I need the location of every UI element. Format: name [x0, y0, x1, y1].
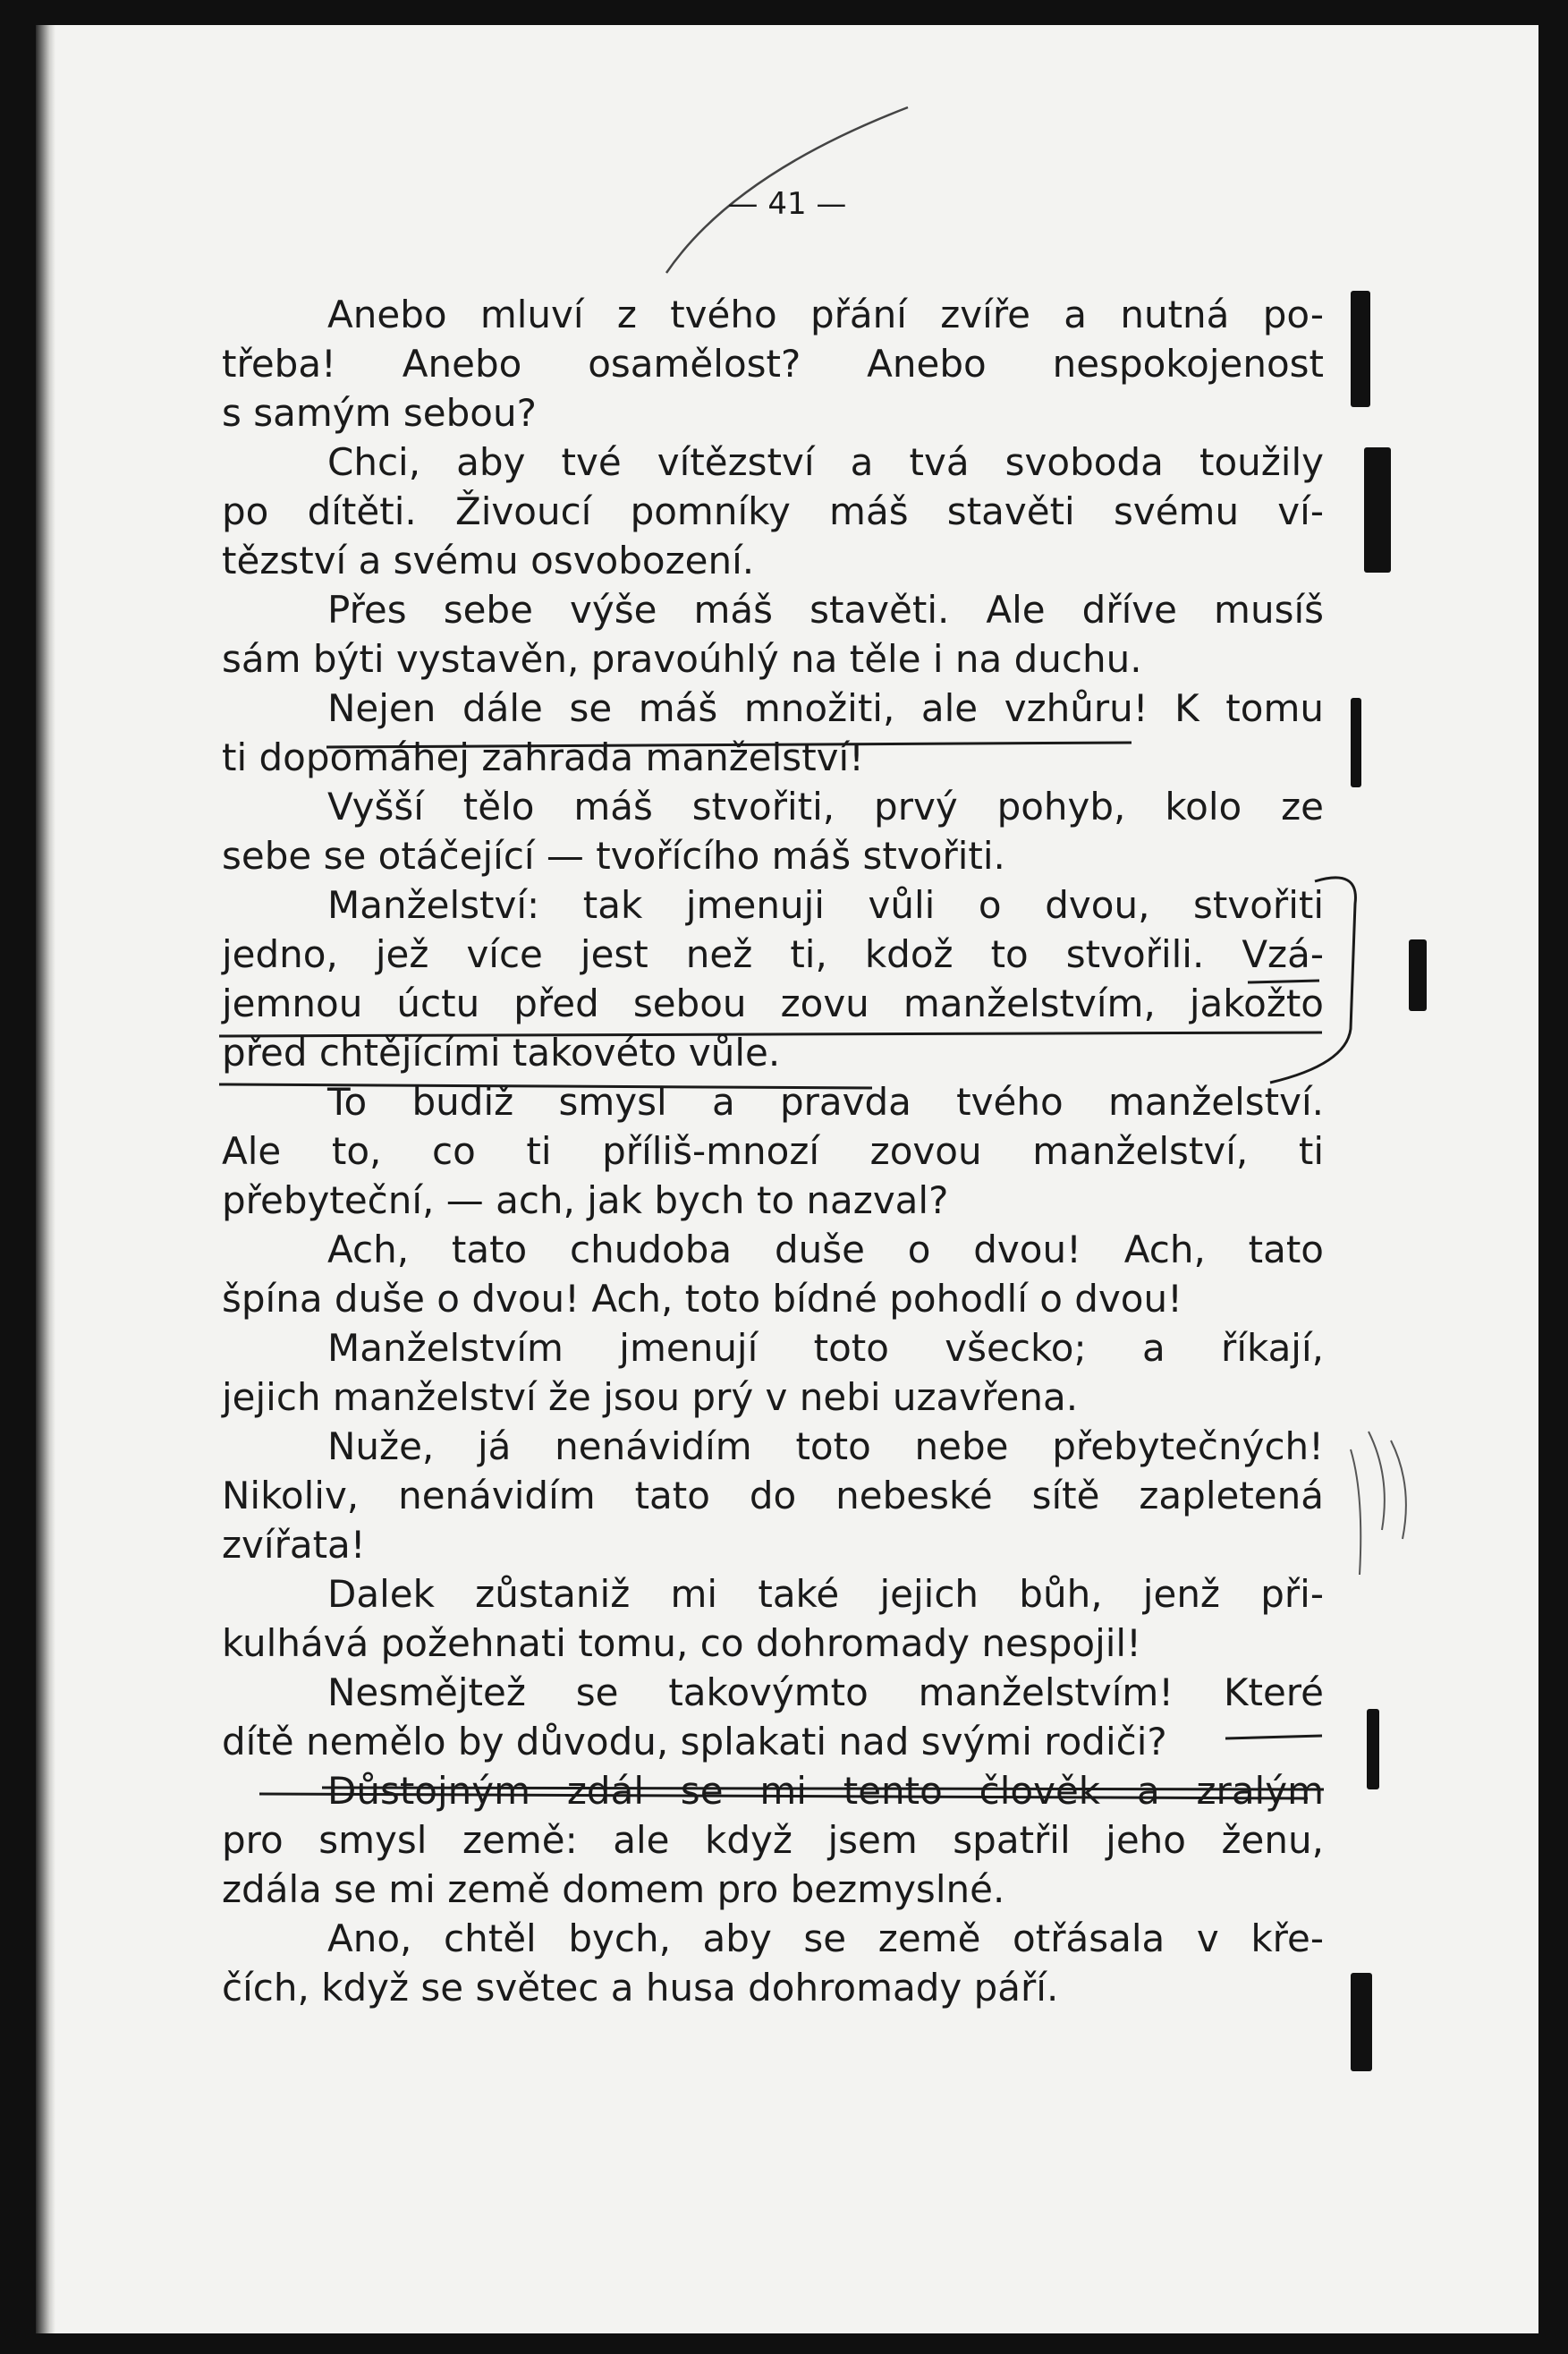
text-line: jedno, jež více jest než ti, kdož to stvořili. Vzá- — [222, 932, 1324, 976]
text-line: jemnou úctu před sebou zovu manželstvím, jakožto — [222, 982, 1324, 1025]
margin-ink-mark — [1367, 1709, 1379, 1789]
margin-ink-mark — [1351, 1973, 1372, 2071]
text-line: Ach, tato chudoba duše o dvou! Ach, tato — [327, 1228, 1324, 1271]
text-line: Manželství: tak jmenuji vůli o dvou, stvořiti — [327, 883, 1324, 927]
text-line: Nesmějtež se takovýmto manželstvím! Které — [327, 1670, 1324, 1714]
text-line: Manželstvím jmenují toto všecko; a říkají, — [327, 1326, 1324, 1370]
margin-ink-mark — [1351, 698, 1361, 787]
text-line: Důstojným zdál se mi tento člověk a zralým — [327, 1769, 1324, 1813]
text-line: Ale to, co ti příliš-mnozí zovou manželství, ti — [222, 1129, 1324, 1173]
text-line: sebe se otáčející — tvořícího máš stvořiti. — [222, 834, 1005, 878]
text-line: Anebo mluví z tvého přání zvíře a nutná po- — [327, 293, 1324, 336]
text-line: Dalek zůstaniž mi také jejich bůh, jenž při- — [327, 1572, 1324, 1616]
text-line: Přes sebe výše máš stavěti. Ale dříve musíš — [327, 588, 1324, 632]
text-line: Chci, aby tvé vítězství a tvá svoboda toužily — [327, 440, 1324, 484]
text-line: Nejen dále se máš množiti, ale vzhůru! K tomu — [327, 686, 1324, 730]
margin-ink-mark — [1351, 291, 1370, 407]
text-line: čích, když se světec a husa dohromady páří. — [222, 1966, 1059, 2010]
text-line: dítě nemělo by důvodu, splakati nad svými rodiči? — [222, 1720, 1167, 1763]
text-line: špína duše o dvou! Ach, toto bídné pohodlí o dvou! — [222, 1277, 1182, 1321]
text-line: jejich manželství že jsou prý v nebi uzavřena. — [222, 1375, 1079, 1419]
text-line: To budiž smysl a pravda tvého manželství. — [327, 1080, 1324, 1124]
text-line: po dítěti. Živoucí pomníky máš stavěti svému ví- — [222, 489, 1324, 533]
margin-ink-mark — [1409, 939, 1427, 1011]
text-line: před chtějícími takovéto vůle. — [222, 1031, 781, 1075]
text-line: Nuže, já nenávidím toto nebe přebytečných! — [327, 1424, 1324, 1468]
text-line: Ano, chtěl bych, aby se země otřásala v kře- — [327, 1916, 1324, 1960]
text-line: třeba! Anebo osamělost? Anebo nespokojenost — [222, 342, 1324, 386]
text-line: zvířata! — [222, 1523, 366, 1567]
text-line: Nikoliv, nenávidím tato do nebeské sítě zapletená — [222, 1474, 1324, 1517]
text-line: ti dopomáhej zahrada manželství! — [222, 735, 865, 779]
text-line: s samým sebou? — [222, 391, 537, 435]
page-number: — 41 — — [727, 186, 847, 222]
text-line: zdála se mi země domem pro bezmyslné. — [222, 1867, 1005, 1911]
text-line: pro smysl země: ale když jsem spatřil jeho ženu, — [222, 1818, 1324, 1862]
text-line: sám býti vystavěn, pravoúhlý na těle i na duchu. — [222, 637, 1142, 681]
text-line: tězství a svému osvobození. — [222, 539, 755, 582]
text-line: kulhává požehnati tomu, co dohromady nespojil! — [222, 1621, 1141, 1665]
text-line: Vyšší tělo máš stvořiti, prvý pohyb, kolo ze — [327, 785, 1324, 829]
margin-ink-mark — [1364, 447, 1391, 573]
text-line: přebyteční, — ach, jak bych to nazval? — [222, 1178, 949, 1222]
